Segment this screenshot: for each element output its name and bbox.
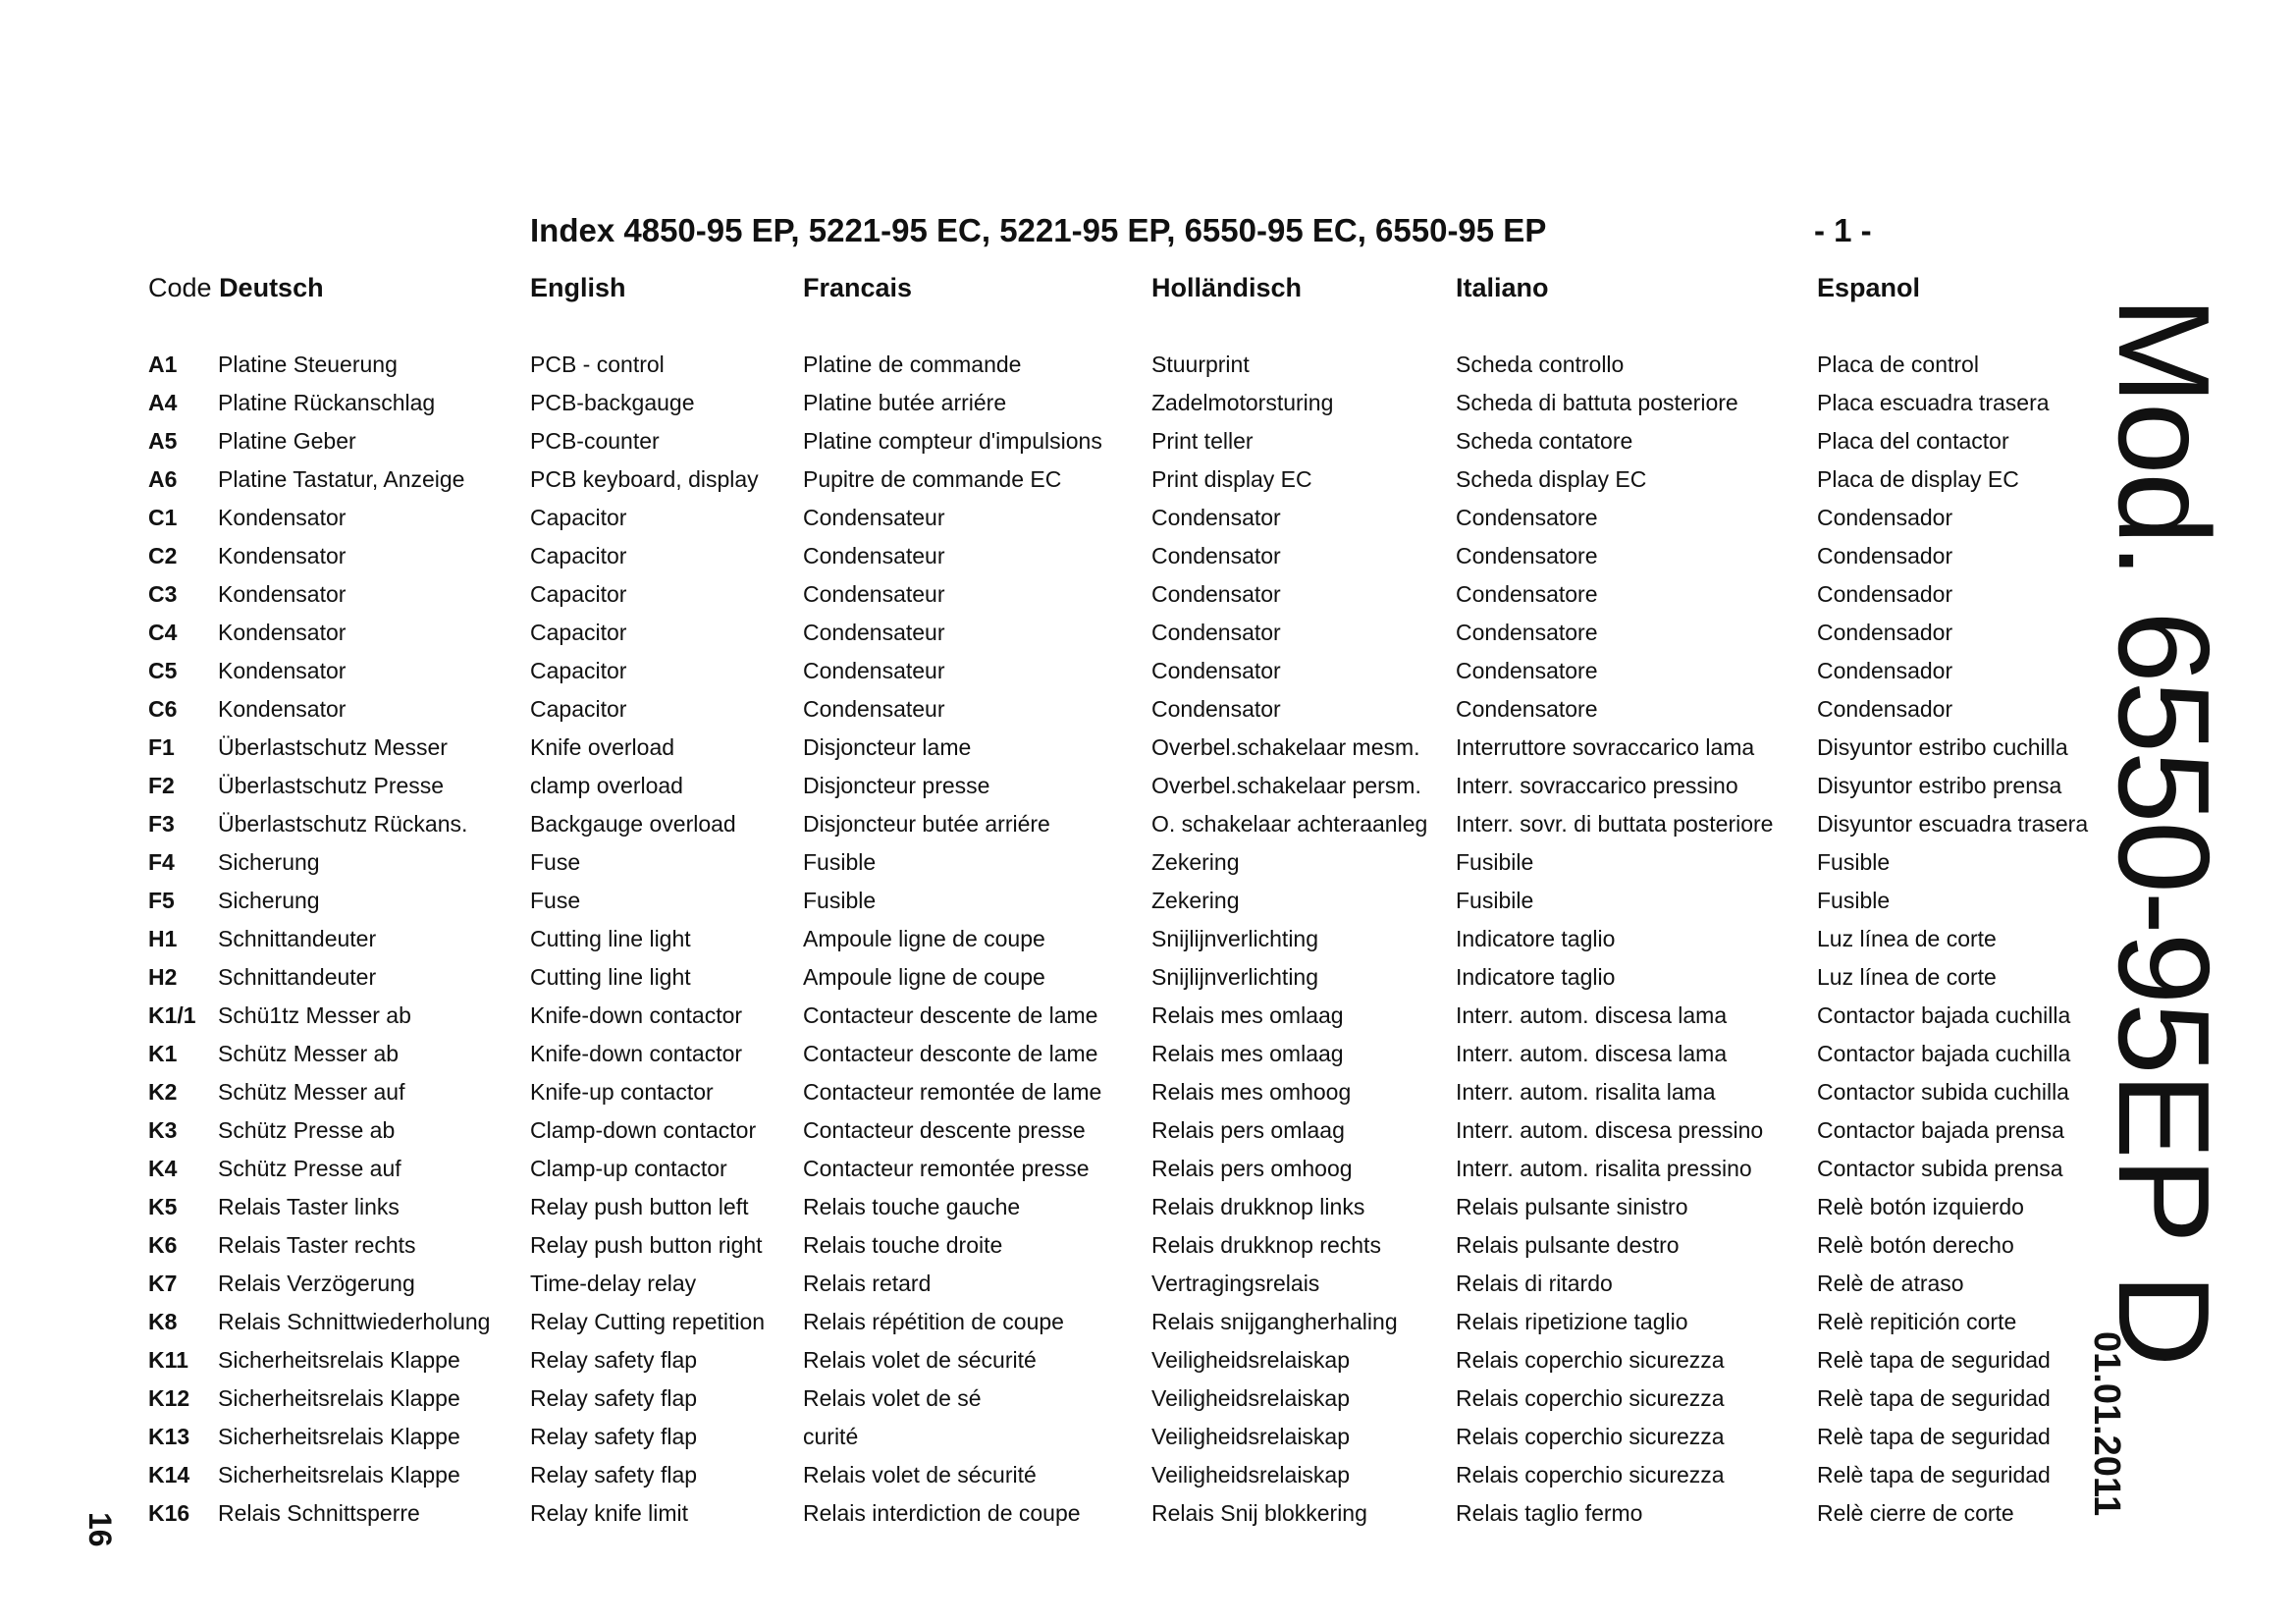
hollandisch-cell: Condensator [1151, 543, 1281, 568]
francais-cell: curité [803, 1424, 859, 1449]
hollandisch-cell: Overbel.schakelaar persm. [1151, 773, 1421, 798]
italiano-cell: Interr. autom. discesa lama [1456, 1041, 1728, 1066]
column-header-italiano: Italiano [1456, 273, 1549, 302]
code-cell: K7 [148, 1271, 178, 1296]
deutsch-cell: Schnittandeuter [218, 926, 377, 951]
code-cell: F1 [148, 734, 175, 760]
hollandisch-cell: Condensator [1151, 505, 1281, 530]
code-cell: F3 [148, 811, 175, 837]
espanol-cell: Relè de atraso [1817, 1271, 1964, 1296]
espanol-cell: Disyuntor estribo prensa [1817, 773, 2062, 798]
column-header-code-label: Code [148, 273, 212, 302]
table-row [0, 541, 2110, 579]
italiano-cell: Relais coperchio sicurezza [1456, 1462, 1725, 1488]
hollandisch-cell: Veiligheidsrelaiskap [1151, 1385, 1351, 1411]
code-cell: K5 [148, 1194, 178, 1219]
italiano-cell: Condensatore [1456, 543, 1598, 568]
francais-cell: Relais volet de sé [803, 1385, 982, 1411]
italiano-cell: Condensatore [1456, 696, 1598, 722]
code-cell: K1/1 [148, 1002, 196, 1028]
deutsch-cell: Relais Schnittwiederholung [218, 1309, 491, 1334]
italiano-cell: Interruttore sovraccarico lama [1456, 734, 1755, 760]
francais-cell: Condensateur [803, 620, 945, 645]
francais-cell: Relais touche droite [803, 1232, 1003, 1258]
espanol-cell: Contactor bajada cuchilla [1817, 1041, 2071, 1066]
francais-cell: Contacteur remontée presse [803, 1156, 1090, 1181]
table-row [0, 503, 2110, 541]
hollandisch-cell: Zekering [1151, 888, 1240, 913]
francais-cell: Relais retard [803, 1271, 932, 1296]
hollandisch-cell: Relais drukknop links [1151, 1194, 1365, 1219]
italiano-cell: Scheda di battuta posteriore [1456, 390, 1738, 415]
hollandisch-cell: Veiligheidsrelaiskap [1151, 1347, 1351, 1373]
hollandisch-cell: Zadelmotorsturing [1151, 390, 1334, 415]
hollandisch-cell: Relais pers omhoog [1151, 1156, 1353, 1181]
francais-cell: Disjoncteur presse [803, 773, 990, 798]
code-cell: K14 [148, 1462, 190, 1488]
italiano-cell: Interr. autom. discesa pressino [1456, 1117, 1764, 1143]
espanol-cell: Fusible [1817, 888, 1891, 913]
francais-cell: Contacteur remontée de lame [803, 1079, 1102, 1105]
francais-cell: Platine butée arriére [803, 390, 1007, 415]
espanol-cell: Fusible [1817, 849, 1891, 875]
table-row [0, 1077, 2110, 1115]
table-row [0, 886, 2110, 924]
english-cell: Relay safety flap [530, 1385, 698, 1411]
francais-cell: Disjoncteur lame [803, 734, 972, 760]
code-cell: K13 [148, 1424, 190, 1449]
deutsch-cell: Kondensator [218, 696, 347, 722]
table-row [0, 732, 2110, 771]
english-cell: Time-delay relay [530, 1271, 697, 1296]
espanol-cell: Contactor subida prensa [1817, 1156, 2063, 1181]
column-header-espanol: Espanol [1817, 273, 1921, 302]
francais-cell: Condensateur [803, 581, 945, 607]
hollandisch-cell: Relais mes omhoog [1151, 1079, 1352, 1105]
hollandisch-cell: Condensator [1151, 581, 1281, 607]
english-cell: Clamp-down contactor [530, 1117, 757, 1143]
deutsch-cell: Sicherheitsrelais Klappe [218, 1385, 460, 1411]
francais-cell: Fusible [803, 849, 877, 875]
hollandisch-cell: Relais mes omlaag [1151, 1002, 1344, 1028]
italiano-cell: Relais coperchio sicurezza [1456, 1424, 1725, 1449]
deutsch-cell: Schnittandeuter [218, 964, 377, 990]
italiano-cell: Relais coperchio sicurezza [1456, 1385, 1725, 1411]
table-row [0, 1192, 2110, 1230]
english-cell: Knife overload [530, 734, 675, 760]
francais-cell: Fusible [803, 888, 877, 913]
francais-cell: Pupitre de commande EC [803, 466, 1062, 492]
deutsch-cell: Platine Steuerung [218, 352, 398, 377]
english-cell: Relay safety flap [530, 1347, 698, 1373]
english-cell: Relay knife limit [530, 1500, 689, 1526]
document-title: Index 4850-95 EP, 5221-95 EC, 5221-95 EP, 6550-95 EC, 6550-95 EP [530, 212, 1547, 248]
francais-cell: Relais touche gauche [803, 1194, 1021, 1219]
table-row [0, 1345, 2110, 1383]
francais-cell: Condensateur [803, 505, 945, 530]
italiano-cell: Condensatore [1456, 620, 1598, 645]
hollandisch-cell: O. schakelaar achteraanleg [1151, 811, 1428, 837]
table-row [0, 1154, 2110, 1192]
table-row [0, 694, 2110, 732]
francais-cell: Contacteur desconte de lame [803, 1041, 1098, 1066]
hollandisch-cell: Zekering [1151, 849, 1240, 875]
deutsch-cell: Platine Tastatur, Anzeige [218, 466, 465, 492]
espanol-cell: Relè cierre de corte [1817, 1500, 2014, 1526]
francais-cell: Condensateur [803, 543, 945, 568]
francais-cell: Platine de commande [803, 352, 1022, 377]
parts-table [0, 350, 2110, 1537]
francais-cell: Platine compteur d'impulsions [803, 428, 1102, 454]
espanol-cell: Relè botón derecho [1817, 1232, 2014, 1258]
english-cell: PCB-counter [530, 428, 660, 454]
deutsch-cell: Sicherung [218, 888, 320, 913]
deutsch-cell: Sicherheitsrelais Klappe [218, 1462, 460, 1488]
hollandisch-cell: Snijlijnverlichting [1151, 964, 1319, 990]
espanol-cell: Contactor bajada cuchilla [1817, 1002, 2071, 1028]
code-cell: C5 [148, 658, 178, 683]
italiano-cell: Relais ripetizione taglio [1456, 1309, 1688, 1334]
deutsch-cell: Relais Taster rechts [218, 1232, 416, 1258]
code-cell: C6 [148, 696, 178, 722]
deutsch-cell: Platine Rückanschlag [218, 390, 436, 415]
code-cell: A4 [148, 390, 178, 415]
espanol-cell: Relè tapa de seguridad [1817, 1462, 2051, 1488]
italiano-cell: Interr. autom. risalita pressino [1456, 1156, 1752, 1181]
deutsch-cell: Überlastschutz Messer [218, 734, 448, 760]
espanol-cell: Condensador [1817, 581, 1953, 607]
deutsch-cell: Sicherheitsrelais Klappe [218, 1347, 460, 1373]
column-header-deutsch: Deutsch [219, 273, 324, 302]
hollandisch-cell: Print display EC [1151, 466, 1312, 492]
deutsch-cell: Kondensator [218, 658, 347, 683]
francais-cell: Ampoule ligne de coupe [803, 964, 1045, 990]
hollandisch-cell: Vertragingsrelais [1151, 1271, 1320, 1296]
deutsch-cell: Relais Verzögerung [218, 1271, 415, 1296]
espanol-cell: Placa del contactor [1817, 428, 2009, 454]
table-row [0, 388, 2110, 426]
code-cell: K1 [148, 1041, 178, 1066]
espanol-cell: Relè tapa de seguridad [1817, 1385, 2051, 1411]
deutsch-cell: Schü1tz Messer ab [218, 1002, 411, 1028]
column-header-english: English [530, 273, 626, 302]
espanol-cell: Luz línea de corte [1817, 926, 1997, 951]
francais-cell: Condensateur [803, 696, 945, 722]
code-cell: K11 [148, 1347, 188, 1373]
table-row [0, 847, 2110, 886]
francais-cell: Ampoule ligne de coupe [803, 926, 1045, 951]
code-cell: A5 [148, 428, 178, 454]
deutsch-cell: Schütz Presse auf [218, 1156, 401, 1181]
english-cell: clamp overload [530, 773, 683, 798]
italiano-cell: Interr. sovraccarico pressino [1456, 773, 1738, 798]
espanol-cell: Contactor subida cuchilla [1817, 1079, 2069, 1105]
code-cell: K4 [148, 1156, 178, 1181]
italiano-cell: Scheda controllo [1456, 352, 1625, 377]
code-cell: F4 [148, 849, 175, 875]
deutsch-cell: Relais Schnittsperre [218, 1500, 420, 1526]
deutsch-cell: Schütz Presse ab [218, 1117, 396, 1143]
table-row [0, 1307, 2110, 1345]
code-cell: K3 [148, 1117, 178, 1143]
english-cell: PCB-backgauge [530, 390, 695, 415]
code-cell: K16 [148, 1500, 190, 1526]
italiano-cell: Condensatore [1456, 658, 1598, 683]
table-row [0, 579, 2110, 618]
italiano-cell: Condensatore [1456, 505, 1598, 530]
hollandisch-cell: Relais mes omlaag [1151, 1041, 1344, 1066]
code-cell: C3 [148, 581, 178, 607]
english-cell: Capacitor [530, 620, 627, 645]
espanol-cell: Placa de display EC [1817, 466, 2019, 492]
hollandisch-cell: Condensator [1151, 620, 1281, 645]
code-cell: H2 [148, 964, 178, 990]
english-cell: Fuse [530, 888, 581, 913]
italiano-cell: Scheda display EC [1456, 466, 1647, 492]
francais-cell: Relais volet de sécurité [803, 1347, 1037, 1373]
deutsch-cell: Kondensator [218, 581, 347, 607]
code-cell: C4 [148, 620, 178, 645]
code-cell: K12 [148, 1385, 190, 1411]
code-cell: K6 [148, 1232, 178, 1258]
table-row [0, 1422, 2110, 1460]
table-row [0, 1269, 2110, 1307]
italiano-cell: Relais taglio fermo [1456, 1500, 1643, 1526]
column-header-francais: Francais [803, 273, 913, 302]
hollandisch-cell: Relais drukknop rechts [1151, 1232, 1381, 1258]
column-header-code [148, 273, 324, 303]
date-label: 01.01.2011 [2086, 1331, 2127, 1517]
francais-cell: Contacteur descente presse [803, 1117, 1086, 1143]
hollandisch-cell: Veiligheidsrelaiskap [1151, 1462, 1351, 1488]
deutsch-cell: Schütz Messer auf [218, 1079, 405, 1105]
italiano-cell: Fusibile [1456, 888, 1534, 913]
table-row [0, 464, 2110, 503]
espanol-cell: Condensador [1817, 505, 1953, 530]
deutsch-cell: Kondensator [218, 620, 347, 645]
english-cell: Relay safety flap [530, 1462, 698, 1488]
english-cell: Capacitor [530, 581, 627, 607]
english-cell: Cutting line light [530, 964, 691, 990]
hollandisch-cell: Print teller [1151, 428, 1254, 454]
deutsch-cell: Kondensator [218, 543, 347, 568]
espanol-cell: Condensador [1817, 620, 1953, 645]
espanol-cell: Condensador [1817, 696, 1953, 722]
espanol-cell: Placa escuadra trasera [1817, 390, 2050, 415]
english-cell: PCB - control [530, 352, 665, 377]
table-row [0, 426, 2110, 464]
italiano-cell: Condensatore [1456, 581, 1598, 607]
table-row [0, 809, 2110, 847]
english-cell: Capacitor [530, 658, 627, 683]
english-cell: Knife-up contactor [530, 1079, 714, 1105]
hollandisch-cell: Stuurprint [1151, 352, 1250, 377]
table-row [0, 1001, 2110, 1039]
table-row [0, 1230, 2110, 1269]
english-cell: Capacitor [530, 543, 627, 568]
english-cell: Knife-down contactor [530, 1002, 743, 1028]
hollandisch-cell: Condensator [1151, 696, 1281, 722]
table-row [0, 618, 2110, 656]
deutsch-cell: Relais Taster links [218, 1194, 400, 1219]
espanol-cell: Condensador [1817, 658, 1953, 683]
francais-cell: Relais interdiction de coupe [803, 1500, 1081, 1526]
italiano-cell: Indicatore taglio [1456, 926, 1616, 951]
francais-cell: Contacteur descente de lame [803, 1002, 1098, 1028]
italiano-cell: Indicatore taglio [1456, 964, 1616, 990]
espanol-cell: Relè tapa de seguridad [1817, 1347, 2051, 1373]
espanol-cell: Placa de control [1817, 352, 1979, 377]
hollandisch-cell: Relais snijgangherhaling [1151, 1309, 1398, 1334]
english-cell: Knife-down contactor [530, 1041, 743, 1066]
italiano-cell: Interr. sovr. di buttata posteriore [1456, 811, 1774, 837]
english-cell: Relay push button right [530, 1232, 763, 1258]
espanol-cell: Disyuntor escuadra trasera [1817, 811, 2089, 837]
english-cell: Relay Cutting repetition [530, 1309, 766, 1334]
deutsch-cell: Platine Geber [218, 428, 356, 454]
hollandisch-cell: Relais pers omlaag [1151, 1117, 1345, 1143]
hollandisch-cell: Snijlijnverlichting [1151, 926, 1319, 951]
italiano-cell: Relais pulsante sinistro [1456, 1194, 1688, 1219]
code-cell: K2 [148, 1079, 178, 1105]
english-cell: Capacitor [530, 696, 627, 722]
deutsch-cell: Überlastschutz Rückans. [218, 811, 468, 837]
francais-cell: Condensateur [803, 658, 945, 683]
deutsch-cell: Überlastschutz Presse [218, 773, 445, 798]
model-label: Mod. 6550-95EP D [2092, 297, 2236, 1366]
english-cell: Fuse [530, 849, 581, 875]
english-cell: Capacitor [530, 505, 627, 530]
espanol-cell: Relè tapa de seguridad [1817, 1424, 2051, 1449]
francais-cell: Disjoncteur butée arriére [803, 811, 1050, 837]
deutsch-cell: Sicherheitsrelais Klappe [218, 1424, 460, 1449]
table-row [0, 1383, 2110, 1422]
page-marker: - 1 - [1814, 212, 1872, 248]
code-cell: K8 [148, 1309, 178, 1334]
italiano-cell: Interr. autom. risalita lama [1456, 1079, 1716, 1105]
english-cell: Clamp-up contactor [530, 1156, 727, 1181]
espanol-cell: Relè botón izquierdo [1817, 1194, 2024, 1219]
espanol-cell: Luz línea de corte [1817, 964, 1997, 990]
code-cell: H1 [148, 926, 178, 951]
hollandisch-cell: Veiligheidsrelaiskap [1151, 1424, 1351, 1449]
francais-cell: Relais répétition de coupe [803, 1309, 1064, 1334]
hollandisch-cell: Condensator [1151, 658, 1281, 683]
espanol-cell: Disyuntor estribo cuchilla [1817, 734, 2068, 760]
table-row [0, 1460, 2110, 1498]
table-row [0, 350, 2110, 388]
italiano-cell: Fusibile [1456, 849, 1534, 875]
italiano-cell: Relais pulsante destro [1456, 1232, 1680, 1258]
italiano-cell: Interr. autom. discesa lama [1456, 1002, 1728, 1028]
table-row [0, 1498, 2110, 1537]
code-cell: A6 [148, 466, 178, 492]
espanol-cell: Relè repitición corte [1817, 1309, 2017, 1334]
espanol-cell: Condensador [1817, 543, 1953, 568]
english-cell: Cutting line light [530, 926, 691, 951]
table-row [0, 656, 2110, 694]
code-cell: C2 [148, 543, 178, 568]
deutsch-cell: Schütz Messer ab [218, 1041, 400, 1066]
espanol-cell: Contactor bajada prensa [1817, 1117, 2064, 1143]
hollandisch-cell: Overbel.schakelaar mesm. [1151, 734, 1420, 760]
deutsch-cell: Kondensator [218, 505, 347, 530]
table-row [0, 1039, 2110, 1077]
code-cell: F2 [148, 773, 175, 798]
english-cell: Relay push button left [530, 1194, 749, 1219]
english-cell: Relay safety flap [530, 1424, 698, 1449]
english-cell: PCB keyboard, display [530, 466, 759, 492]
page-number: 16 [82, 1512, 118, 1547]
code-cell: A1 [148, 352, 178, 377]
table-row [0, 962, 2110, 1001]
francais-cell: Relais volet de sécurité [803, 1462, 1037, 1488]
italiano-cell: Relais coperchio sicurezza [1456, 1347, 1725, 1373]
hollandisch-cell: Relais Snij blokkering [1151, 1500, 1367, 1526]
deutsch-cell: Sicherung [218, 849, 320, 875]
italiano-cell: Scheda contatore [1456, 428, 1633, 454]
code-cell: F5 [148, 888, 175, 913]
code-cell: C1 [148, 505, 178, 530]
italiano-cell: Relais di ritardo [1456, 1271, 1613, 1296]
column-header-hollandisch: Holländisch [1151, 273, 1303, 302]
table-row [0, 771, 2110, 809]
table-row [0, 1115, 2110, 1154]
table-row [0, 924, 2110, 962]
english-cell: Backgauge overload [530, 811, 736, 837]
